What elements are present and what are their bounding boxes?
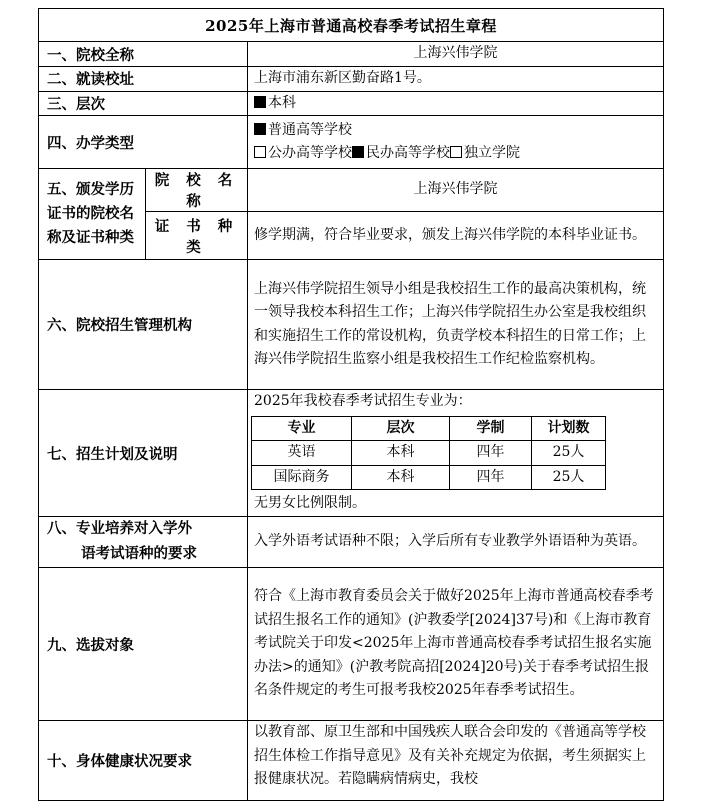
label-eligibility: 九、选拔对象 [39,568,248,721]
plan-header-duration: 学制 [450,416,532,441]
plan-cell-major: 国际商务 [252,465,352,490]
row-level [39,91,664,116]
row-school-type [39,116,664,169]
value-enrollment-plan [248,390,664,517]
row-admission-office [39,260,664,390]
row-foreign-language [39,517,664,568]
plan-cell-duration: 四年 [450,441,532,466]
table-row [252,441,606,466]
option-regular-college: 普通高等学校 [268,121,352,138]
value-certificate-school: 上海兴伟学院 [248,169,664,212]
document-title: 2025年上海市普通高校春季考试招生章程 [39,9,664,42]
label-foreign-language [39,517,248,568]
option-public-college: 公办高等学校 [268,145,352,161]
checked-box-icon [254,123,266,135]
label-foreign-language-line2: 语考试语种的要求 [81,546,197,562]
label-certificate-line3: 称及证书种类 [47,230,134,246]
label-health-requirement: 十、身体健康状况要求 [39,721,248,801]
document [38,8,663,801]
value-certificate-type: 修学期满，符合毕业要求，颁发上海兴伟学院的本科毕业证书。 [248,212,664,260]
plan-intro: 2025年我校春季考试招生专业为： [254,393,472,410]
plan-cell-duration: 四年 [450,465,532,490]
label-admission-office: 六、院校招生管理机构 [39,260,248,390]
plan-cell-level: 本科 [352,465,450,490]
plan-table-header [252,416,606,441]
value-campus-address: 上海市浦东新区勤奋路1号。 [248,67,664,92]
plan-cell-quota: 25人 [532,465,606,490]
option-private-college: 民办高等学校 [366,145,450,161]
row-eligibility [39,568,664,721]
plan-header-quota: 计划数 [532,416,606,441]
label-certificate-line1: 五、颁发学历 [47,182,134,198]
row-health-requirement [39,721,664,801]
value-school-type [248,116,664,169]
row-campus-address [39,67,664,92]
label-certificate-line2: 证书的院校名 [47,206,134,222]
plan-cell-level: 本科 [352,441,450,466]
label-campus-address: 二、就读校址 [39,67,248,92]
value-foreign-language: 入学外语考试语种不限；入学后所有专业教学外语语种为英语。 [248,517,664,568]
table-row [252,465,606,490]
checked-box-icon [254,96,266,108]
option-independent-college: 独立学院 [464,145,520,161]
checked-box-icon [352,146,364,158]
label-enrollment-plan: 七、招生计划及说明 [39,390,248,517]
unchecked-box-icon [450,146,462,158]
plan-table [251,416,606,491]
label-school-type: 四、办学类型 [39,116,248,169]
label-level: 三、层次 [39,91,248,116]
label-school-name: 一、院校全称 [39,42,248,67]
row-enrollment-plan [39,390,664,517]
value-eligibility: 符合《上海市教育委员会关于做好2025年上海市普通高校春季考试招生报名工作的通知》(沪教委学[2024]37号)和《上海市教育考试院关于印发<2025年上海市普通高校春季考试招生报名实施办法>的通知》(沪教考院高招[2024]20号)关于春季考试招生报名条件规定的考生可报考我校2025年春季考试招生。 [248,568,664,721]
value-health-requirement: 以教育部、原卫生部和中国残疾人联合会印发的《普通高等学校招生体检工作指导意见》及有关补充规定为依据，考生须据实上报健康状况。若隐瞒病情病史，我校 [248,721,664,801]
unchecked-box-icon [254,146,266,158]
plan-cell-major: 英语 [252,441,352,466]
level-text: 本科 [268,94,296,111]
plan-header-level: 层次 [352,416,450,441]
school-type-line2 [254,142,657,166]
value-school-name: 上海兴伟学院 [248,42,664,67]
row-certificate-school [39,169,664,212]
school-type-line1 [254,119,657,143]
sublabel-certificate-type: 证 书 种 类 [146,212,248,260]
label-certificate [39,169,146,260]
plan-cell-quota: 25人 [532,441,606,466]
value-admission-office: 上海兴伟学院招生领导小组是我校招生工作的最高决策机构，统一领导我校本科招生工作；上海兴伟学院招生办公室是我校组织和实施招生工作的常设机构，负责学校本科招生的日常工作；上海兴伟学院招生监察小组是我校招生工作纪检监察机构。 [248,260,664,390]
value-level [248,91,664,116]
row-school-name [39,42,664,67]
plan-note: 无男女比例限制。 [254,495,366,512]
label-foreign-language-line1: 八、专业培养对入学外 [47,521,192,537]
sublabel-school-name: 院 校 名 称 [146,169,248,212]
plan-header-major: 专业 [252,416,352,441]
admission-charter-table [38,8,664,801]
